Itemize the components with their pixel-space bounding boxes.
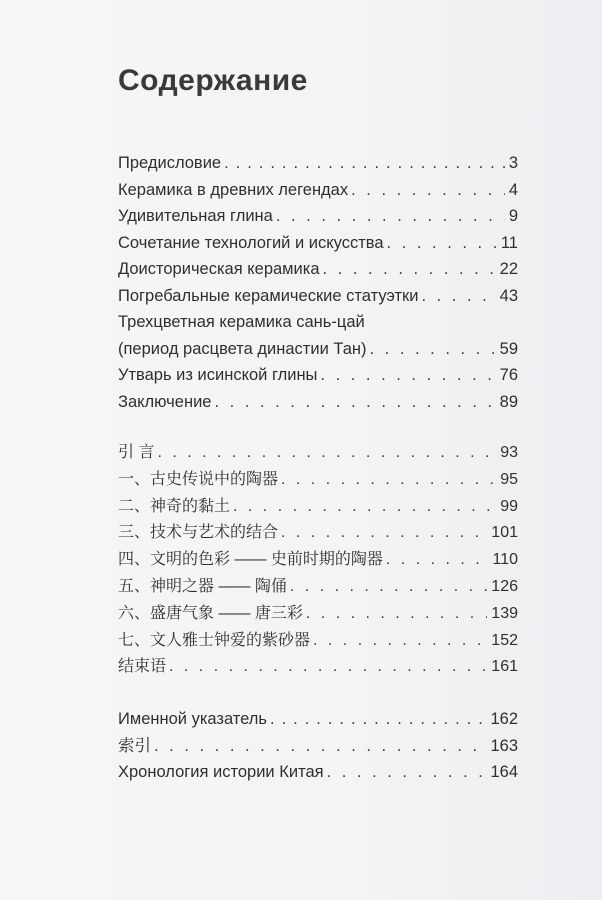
dot-leader: [270, 706, 486, 733]
toc-entry-label: Керамика в древних легендах: [118, 180, 349, 199]
toc-entry[interactable]: [118, 283, 518, 310]
toc-entry-label: 三、技术与艺术的结合: [118, 524, 279, 542]
dot-leader: [281, 520, 487, 547]
toc-entry[interactable]: [118, 733, 518, 760]
toc-entry-page: 101: [491, 524, 518, 542]
dot-leader: [157, 440, 496, 467]
dot-leader: [233, 494, 496, 521]
toc-entry-page: 95: [500, 470, 518, 488]
toc-entry-page: 139: [491, 604, 518, 622]
toc-russian-section: [118, 150, 518, 415]
toc-entry-page: 11: [500, 233, 518, 252]
toc-entry-label: 二、神奇的黏土: [118, 497, 231, 515]
dot-leader: [281, 467, 496, 494]
dot-leader: [323, 256, 496, 283]
toc-entry[interactable]: [118, 628, 518, 655]
toc-entry[interactable]: [118, 759, 518, 786]
toc-entry-page: 99: [500, 497, 518, 515]
dot-leader: [320, 362, 495, 389]
toc-entry-label: 引 言: [118, 444, 155, 461]
toc-entry-page: 22: [499, 260, 518, 278]
page-title: Содержание: [118, 64, 308, 97]
dot-leader: [386, 547, 489, 574]
dot-leader: [224, 150, 505, 177]
toc-entry[interactable]: [118, 654, 518, 681]
toc-entry-label: 四、文明的色彩 —— 史前时期的陶器: [118, 551, 383, 569]
dot-leader: [290, 574, 487, 601]
toc-entry-label: 五、神明之器 —— 陶俑: [118, 577, 287, 595]
toc-entry-page: 43: [499, 286, 518, 305]
dot-leader: [387, 230, 497, 257]
toc-entry-page: 152: [491, 631, 518, 649]
toc-entry[interactable]: [118, 389, 518, 416]
toc-entry-label: Сочетание технологий и искусства: [118, 233, 384, 252]
dot-leader: [214, 389, 495, 416]
toc-entry-label: 结束语: [118, 658, 167, 676]
toc-entry[interactable]: [118, 230, 518, 257]
toc-entry-label: 索引: [118, 736, 151, 755]
toc-entry-page: 89: [499, 392, 518, 411]
toc-entry[interactable]: [118, 256, 518, 283]
toc-entry-label: Именной указатель: [118, 710, 268, 728]
toc-index-section: [118, 706, 518, 786]
toc-chinese-section: [118, 440, 518, 681]
toc-entry-label: Доисторическая керамика: [118, 260, 320, 278]
toc-entry[interactable]: [118, 494, 518, 521]
dot-leader: [276, 203, 505, 230]
toc-entry-label: (период расцвета династии Тан): [118, 339, 367, 358]
toc-entry-label: Предисловие: [118, 154, 222, 172]
dot-leader: [306, 601, 487, 628]
toc-entry-page: 110: [492, 551, 518, 569]
toc-entry-page: 163: [490, 736, 518, 755]
dot-leader: [351, 177, 505, 204]
dot-leader: [154, 733, 486, 760]
toc-entry-page: 4: [508, 180, 518, 199]
toc-entry[interactable]: [118, 362, 518, 389]
toc-entry[interactable]: [118, 520, 518, 547]
toc-entry-label: Заключение: [118, 392, 212, 411]
toc-entry[interactable]: [118, 467, 518, 494]
toc-entry[interactable]: [118, 203, 518, 230]
toc-entry-label: 一、古史传说中的陶器: [118, 470, 279, 488]
toc-entry[interactable]: [118, 150, 518, 177]
toc-entry-page: 9: [508, 207, 518, 225]
toc-entry-page: 164: [490, 763, 518, 781]
dot-leader: [370, 336, 496, 363]
toc-entry-label: Погребальные керамические статуэтки: [118, 286, 419, 305]
toc-entry-label: Удивительная глина: [118, 207, 273, 225]
dot-leader: [421, 283, 495, 310]
toc-entry-page: 126: [491, 577, 518, 595]
toc-entry[interactable]: [118, 440, 518, 467]
toc-entry[interactable]: [118, 706, 518, 733]
dot-leader: [169, 654, 487, 681]
toc-entry[interactable]: [118, 177, 518, 204]
toc-entry[interactable]: [118, 601, 518, 628]
dot-leader: [313, 628, 487, 655]
dot-leader: [327, 759, 487, 786]
toc-entry-label: Утварь из исинской глины: [118, 366, 318, 384]
toc-entry-label: 六、盛唐气象 —— 唐三彩: [118, 604, 303, 622]
toc-entry-page: 59: [499, 339, 518, 358]
toc-entry-label: Хронология истории Китая: [118, 763, 324, 781]
toc-entry-label: 七、文人雅士钟爱的紫砂器: [118, 631, 311, 649]
toc-entry-page: 3: [508, 154, 518, 172]
toc-entry-continued[interactable]: [118, 309, 518, 336]
toc-entry-page: 161: [491, 658, 518, 676]
toc-entry-page: 93: [500, 444, 518, 461]
toc-entry-page: 162: [490, 710, 518, 728]
toc-entry[interactable]: [118, 547, 518, 574]
toc-entry[interactable]: [118, 336, 518, 363]
toc-entry-page: 76: [499, 366, 518, 384]
toc-entry[interactable]: [118, 574, 518, 601]
toc-entry-label: Трехцветная керамика сань-цай: [118, 313, 365, 331]
